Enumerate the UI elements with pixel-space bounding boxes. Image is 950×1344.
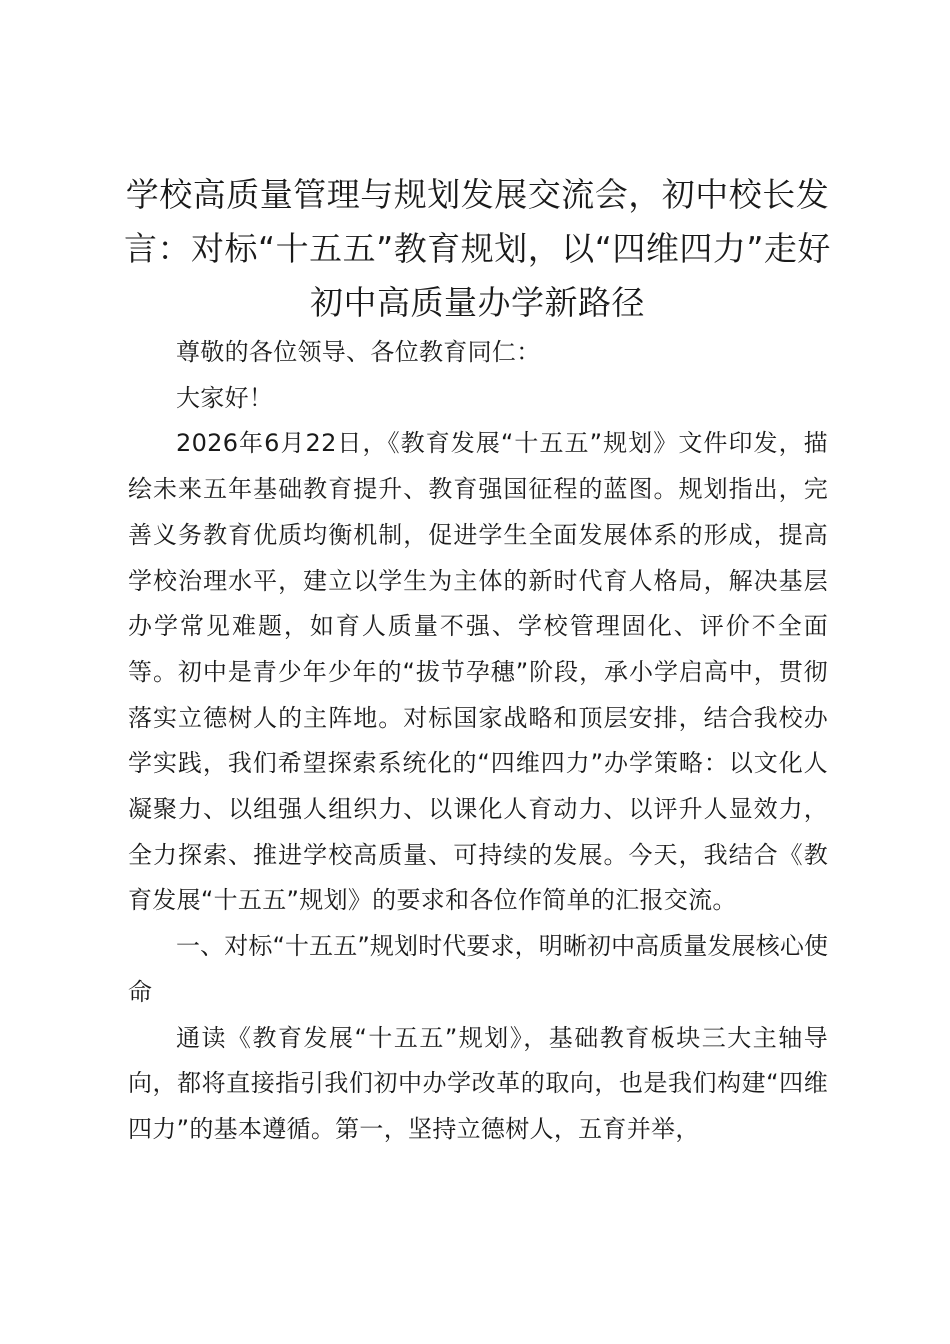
- document-title: 学校高质量管理与规划发展交流会，初中校长发言：对标“十五五”教育规划，以“四维四力”走好初中高质量办学新路径: [124, 175, 831, 322]
- salutation: 尊敬的各位领导、各位教育同仁：: [176, 338, 541, 366]
- paragraph-1: 2026年6月22日，《教育发展“十五五”规划》文件印发，描绘未来五年基础教育提升、教育强国征程的蓝图。规划指出，完善义务教育优质均衡机制，促进学生全面发展体系的形成，提高学校治理水平，建立以学生为主体的新时代育人格局，解决基层办学常见难题，如育人质量不强、学校管理固化、评价不全面等。初中是青少年少年的“拔节孕穗”阶段，承小学启高中，贯彻落实立德树人的主阵地。对标国家战略和顶层安排，结合我校办学实践，我们希望探索系统化的“四维四力”办学策略：以文化人凝聚力、以组强人组织力、以课化人育动力、以评升人显效力，全力探索、推进学校高质量、可持续的发展。今天，我结合《教育发展“十五五”规划》的要求和各位作简单的汇报交流。: [128, 429, 828, 915]
- section-1-heading: 一、对标“十五五”规划时代要求，明晰初中高质量发展核心使命: [128, 932, 828, 1006]
- document-body: [128, 330, 828, 1153]
- greeting: 大家好！: [176, 383, 274, 412]
- paragraph-2: 通读《教育发展“十五五”规划》，基础教育板块三大主轴导向，都将直接指引我们初中办学改革的取向，也是我们构建“四维四力”的基本遵循。第一，坚持立德树人，五育并举，: [128, 1023, 828, 1143]
